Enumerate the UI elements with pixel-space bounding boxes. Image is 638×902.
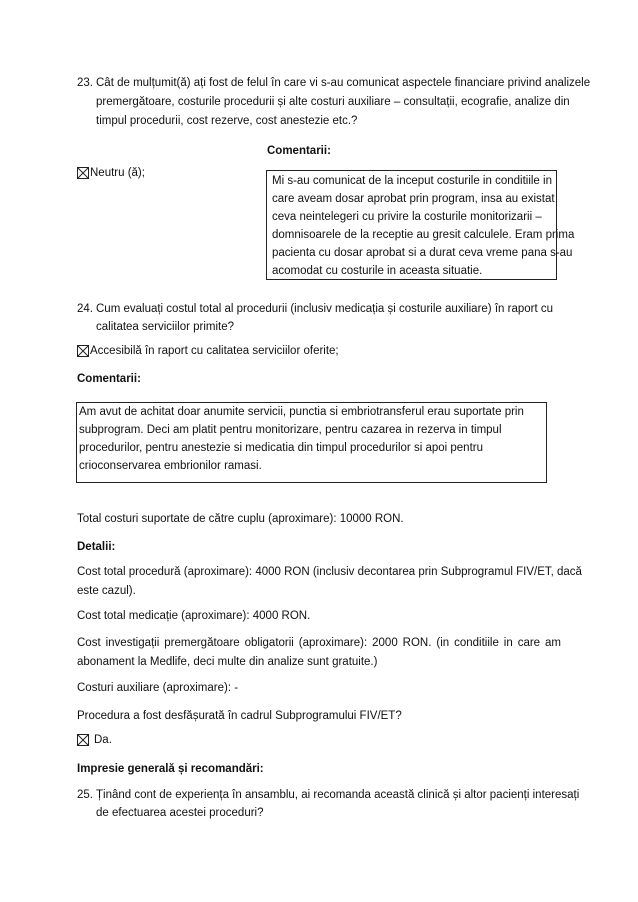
auxiliary-cost: Costuri auxiliare (aproximare): - xyxy=(77,682,239,694)
checked-checkbox-icon[interactable] xyxy=(77,734,89,746)
investigations-cost-line: Cost investigații premergătoare obligatorii (aproximare): 2000 RON. (in conditiile in care am xyxy=(77,637,561,649)
checked-checkbox-icon[interactable] xyxy=(77,345,89,357)
comment-line: procedurilor, pentru anestezie si medicatia din timpul procedurilor si apoi pentru xyxy=(79,442,483,454)
question-number: 23. xyxy=(77,77,93,89)
procedure-cost-line: Cost total procedură (aproximare): 4000 RON (inclusiv decontarea prin Subprogramul FIV/ET, dacă xyxy=(77,566,582,578)
comment-line: Am avut de achitat doar anumite servicii, punctia si embriotransferul erau suportate prin xyxy=(79,406,524,418)
comment-box xyxy=(266,170,575,280)
comment-line: acomodat cu costurile in aceasta situatie. xyxy=(272,265,483,277)
procedure-cost-line: este cazul). xyxy=(77,585,136,597)
answer-label: Neutru (ă); xyxy=(90,167,145,179)
question-text-line: calitatea serviciilor primite? xyxy=(96,321,235,333)
comment-line: subprogram. Deci am platit pentru monitorizare, pentru cazarea in rezerva in timpul xyxy=(79,424,502,436)
total-costs: Total costuri suportate de către cuplu (aproximare): 10000 RON. xyxy=(77,513,404,525)
question-number: 25. xyxy=(77,789,93,801)
question-text-line: de efectuarea acestei proceduri? xyxy=(96,807,264,819)
section-heading: Impresie generală și recomandări: xyxy=(77,763,264,775)
comments-label: Comentarii: xyxy=(267,145,331,157)
comment-box xyxy=(76,402,547,483)
comment-line: domnisoarele de la receptie au gresit calculele. Eram prima xyxy=(272,229,575,241)
details-label: Detalii: xyxy=(77,541,116,553)
question-text-line: premergătoare, costurile procedurii și alte costuri auxiliare – consultații, ecografie, analize din xyxy=(96,96,570,108)
question-text-line: Cât de mulțumit(ă) ați fost de felul în care vi s-au comunicat aspectele financiare privind analizele xyxy=(96,77,591,89)
comments-label: Comentarii: xyxy=(77,373,141,385)
comment-line: Mi s-au comunicat de la inceput costurile in conditiile in xyxy=(272,175,552,187)
question-text-line: timpul procedurii, cost rezerve, cost anestezie etc.? xyxy=(96,115,358,127)
medication-cost: Cost total medicație (aproximare): 4000 RON. xyxy=(77,610,311,622)
question-text-line: Cum evaluați costul total al procedurii (inclusiv medicația și costurile auxiliare) în raport cu xyxy=(96,303,553,315)
comment-line: ceva neintelegeri cu privire la costurile monitorizarii – xyxy=(272,211,542,223)
subprogram-question: Procedura a fost desfășurată în cadrul Subprogramului FIV/ET? xyxy=(77,710,402,722)
comment-line: care aveam dosar aprobat prin program, insa au existat xyxy=(272,193,555,205)
investigations-cost-line: abonament la Medlife, deci multe din analize sunt gratuite.) xyxy=(77,656,378,668)
subprogram-answer: Da. xyxy=(94,734,112,746)
checked-checkbox-icon[interactable] xyxy=(77,167,89,179)
comment-line: pacienta cu dosar aprobat si a durat ceva vreme pana s-au xyxy=(272,247,573,259)
comment-line: crioconservarea embrionilor ramasi. xyxy=(79,460,262,472)
answer-label: Accesibilă în raport cu calitatea serviciilor oferite; xyxy=(90,345,339,357)
question-text-line: Ținând cont de experiența în ansamblu, ai recomanda această clinică și altor pacienți interesați xyxy=(96,789,580,801)
question-number: 24. xyxy=(77,303,93,315)
